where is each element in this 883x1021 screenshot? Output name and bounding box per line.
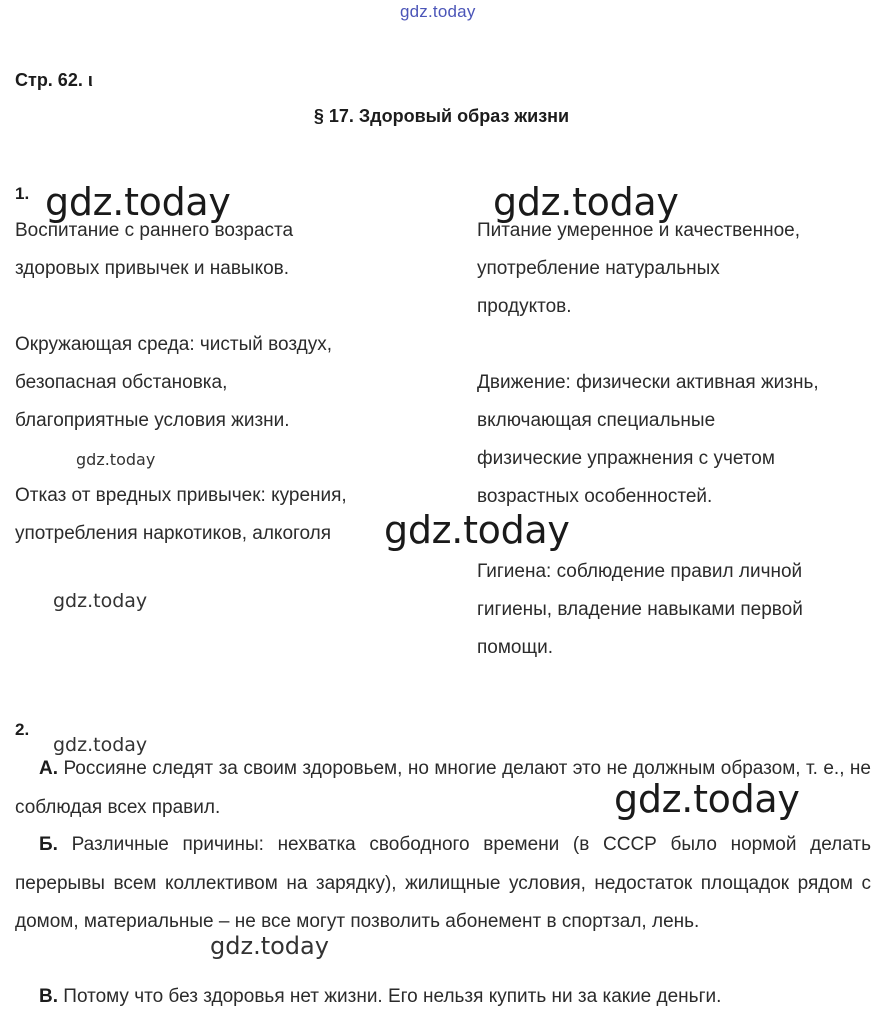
task2-number: 2.: [15, 720, 30, 739]
watermark: gdz.today: [53, 734, 148, 756]
text-line: безопасная обстановка,: [15, 372, 228, 393]
task1-right-item-1: [477, 212, 800, 326]
answer-text: Потому что без здоровья нет жизни. Его нельзя купить ни за какие деньги.: [63, 986, 722, 1007]
answer-text: Различные причины: нехватка свободного времени (в СССР было нормой делать перерывы всем коллективом на зарядку), жилищные условия, недостаток площадок рядом с домом, материальные – не все могут позволить абонемент в спортзал, лень.: [15, 834, 871, 932]
watermark: gdz.today: [53, 590, 148, 612]
answer-text: Россияне следят за своим здоровьем, но многие делают это не должным образом, т. е., не соблюдая всех правил.: [15, 758, 871, 818]
answer-letter: Б.: [39, 834, 58, 855]
text-line: употребление натуральных: [477, 258, 720, 279]
task2-answer-c: [15, 978, 871, 1017]
text-line: Окружающая среда: чистый воздух,: [15, 334, 333, 355]
watermark: gdz.today: [614, 777, 800, 821]
text-line: возрастных особенностей.: [477, 486, 713, 507]
task1-left-item-2: [15, 326, 332, 440]
watermark: gdz.today: [76, 450, 156, 469]
text-line: помощи.: [477, 637, 554, 658]
task2-answer-b: [15, 826, 871, 942]
answer-letter: В.: [39, 986, 58, 1007]
answer-letter: А.: [39, 758, 58, 779]
text-line: употребления наркотиков, алкоголя: [15, 523, 332, 544]
watermark: gdz.today: [384, 508, 570, 552]
text-line: физические упражнения с учетом: [477, 448, 775, 469]
task1-right-item-3: [477, 553, 803, 667]
watermark: gdz.today: [493, 180, 679, 224]
task1-left-item-3: [15, 477, 347, 553]
text-line: гигиены, владение навыками первой: [477, 599, 803, 620]
text-line: включающая специальные: [477, 410, 716, 431]
text-line: благоприятные условия жизни.: [15, 410, 290, 431]
watermark: gdz.today: [210, 932, 329, 960]
text-line: Гигиена: соблюдение правил личной: [477, 561, 803, 582]
task1-right-item-2: [477, 364, 819, 516]
text-line: Воспитание с раннего возраста: [15, 220, 294, 241]
watermark: gdz.today: [45, 180, 231, 224]
text-line: продуктов.: [477, 296, 572, 317]
task1-number: 1.: [15, 184, 30, 203]
page-label: Стр. 62. ι: [15, 70, 93, 90]
text-line: Движение: физически активная жизнь,: [477, 372, 819, 393]
section-title: § 17. Здоровый образ жизни: [313, 106, 570, 126]
text-line: здоровых привычек и навыков.: [15, 258, 290, 279]
text-line: Отказ от вредных привычек: курения,: [15, 485, 347, 506]
top-watermark: gdz.today: [400, 2, 476, 21]
text-line: Питание умеренное и качественное,: [477, 220, 801, 241]
